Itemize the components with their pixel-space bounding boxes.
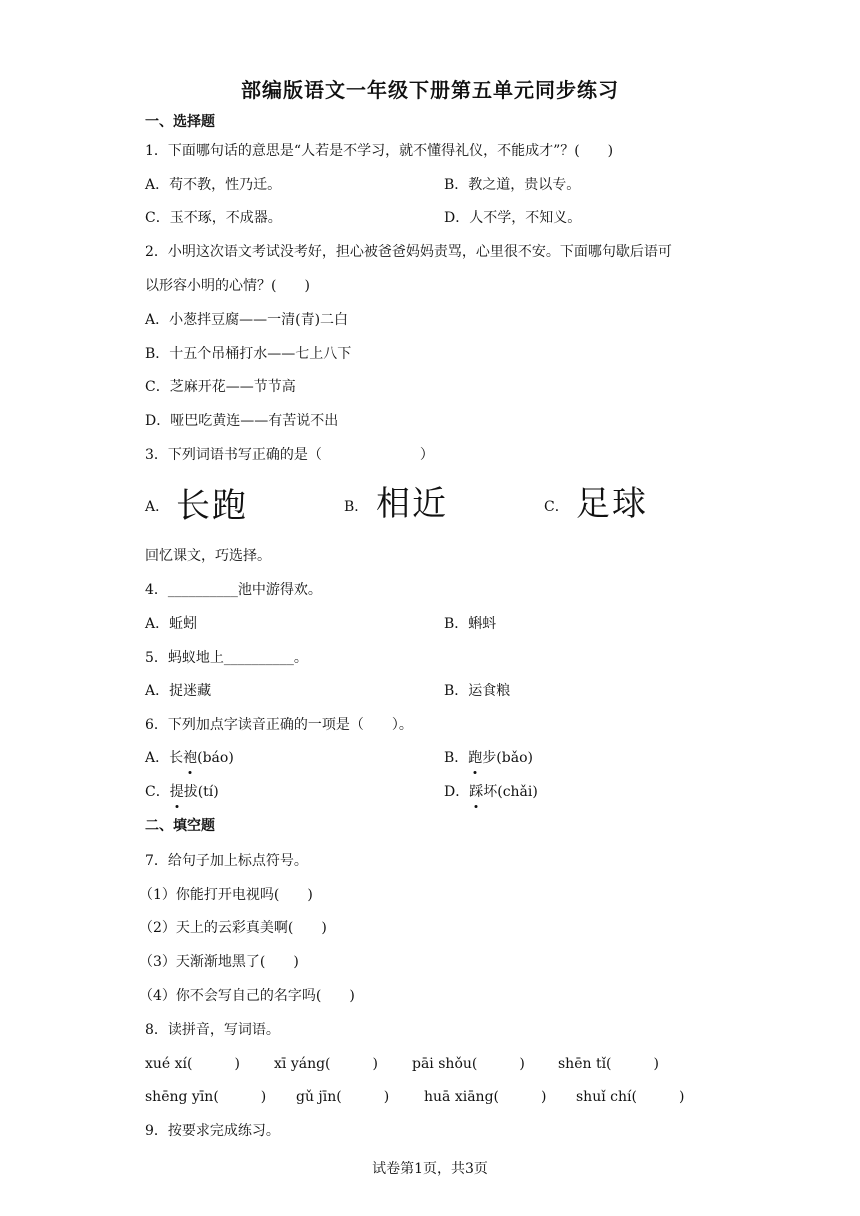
question-4-option-a: A．蚯蚓 (145, 616, 198, 632)
question-6-stem: 6．下列加点字读音正确的一项是（ ）。 (145, 717, 413, 733)
section-heading-fill: 二、填空题 (145, 818, 215, 834)
question-7-stem: 7．给句子加上标点符号。 (145, 853, 308, 869)
question-6-option-c (145, 782, 219, 802)
question-6-option-a (145, 748, 234, 768)
question-7-sentence-4: （4）你不会写自己的名字吗( ) (139, 988, 355, 1004)
option-c-prefix: C． (145, 784, 170, 800)
section-heading-choice: 一、选择题 (145, 114, 215, 130)
option-b-dotted-char: 跑 (468, 750, 483, 766)
option-b-prefix: B． (444, 750, 469, 766)
question-3-handwriting-c: 足球 (576, 484, 648, 524)
page-title: 部编版语文一年级下册第五单元同步练习 (241, 78, 619, 102)
option-a-suffix: (báo) (197, 750, 234, 766)
option-c-suffix: 拔(tí) (183, 784, 219, 800)
question-5-stem: 5．蚂蚁地上__________。 (145, 650, 308, 666)
option-c-dotted-char: 提 (169, 784, 184, 800)
pinyin-item: huā xiāng( ) (424, 1089, 547, 1105)
pinyin-item: xué xí( ) (145, 1056, 240, 1072)
option-a-prefix: A．长 (145, 750, 184, 766)
pinyin-item: shēn tǐ( ) (558, 1056, 659, 1072)
question-2-option-b: B．十五个吊桶打水——七上八下 (145, 346, 352, 362)
question-7-sentence-3: （3）天渐渐地黑了( ) (139, 954, 299, 970)
question-1-option-a: A．苟不教，性乃迁。 (145, 177, 282, 193)
question-3-handwriting-a: 长跑 (176, 486, 248, 526)
pinyin-item: xī yáng( ) (274, 1056, 378, 1072)
question-3-option-b-label: B． (344, 499, 369, 515)
question-2-option-c: C．芝麻开花——节节高 (145, 379, 296, 395)
question-1-option-d: D．人不学，不知义。 (444, 210, 582, 226)
option-d-prefix: D． (444, 784, 470, 800)
recall-instruction: 回忆课文，巧选择。 (145, 548, 271, 564)
option-b-suffix: 步(bǎo) (482, 750, 533, 766)
question-2-stem-line1: 2．小明这次语文考试没考好，担心被爸爸妈妈责骂，心里很不安。下面哪句歇后语可 (145, 244, 672, 260)
pinyin-item: pāi shǒu( ) (412, 1056, 525, 1072)
question-8-stem: 8．读拼音，写词语。 (145, 1022, 280, 1038)
page-footer: 试卷第1页，共3页 (372, 1161, 488, 1177)
question-6-option-d (444, 782, 538, 802)
question-3-option-c-label: C． (544, 499, 569, 515)
question-5-option-a: A．捉迷藏 (145, 683, 212, 699)
question-3-option-a-label: A． (145, 499, 170, 515)
question-1-stem: 1．下面哪句话的意思是“人若是不学习，就不懂得礼仪，不能成才”？( ) (145, 143, 614, 159)
question-6-option-b (444, 748, 533, 768)
question-1-option-b: B．教之道，贵以专。 (444, 177, 581, 193)
question-1-option-c: C．玉不琢，不成器。 (145, 210, 282, 226)
question-7-sentence-2: （2）天上的云彩真美啊( ) (139, 920, 327, 936)
question-2-option-d: D．哑巴吃黄连——有苦说不出 (145, 413, 339, 429)
pinyin-item: gǔ jīn( ) (296, 1089, 390, 1105)
pinyin-item: shēng yīn( ) (145, 1089, 267, 1105)
option-a-dotted-char: 袍 (183, 750, 198, 766)
question-3-stem: 3．下列词语书写正确的是（ ） (145, 447, 434, 463)
question-7-sentence-1: （1）你能打开电视吗( ) (139, 887, 313, 903)
option-d-suffix: 坏(chǎi) (483, 784, 538, 800)
question-2-option-a: A．小葱拌豆腐——一清(青)二白 (145, 312, 349, 328)
question-4-option-b: B．蝌蚪 (444, 616, 497, 632)
pinyin-item: shuǐ chí( ) (576, 1089, 685, 1105)
question-4-stem: 4．__________池中游得欢。 (145, 582, 322, 598)
question-9-stem: 9．按要求完成练习。 (145, 1123, 280, 1139)
question-2-stem-line2: 以形容小明的心情？( ) (145, 278, 310, 294)
question-3-handwriting-b: 相近 (376, 484, 448, 524)
option-d-dotted-char: 踩 (469, 784, 484, 800)
question-5-option-b: B．运食粮 (444, 683, 511, 699)
